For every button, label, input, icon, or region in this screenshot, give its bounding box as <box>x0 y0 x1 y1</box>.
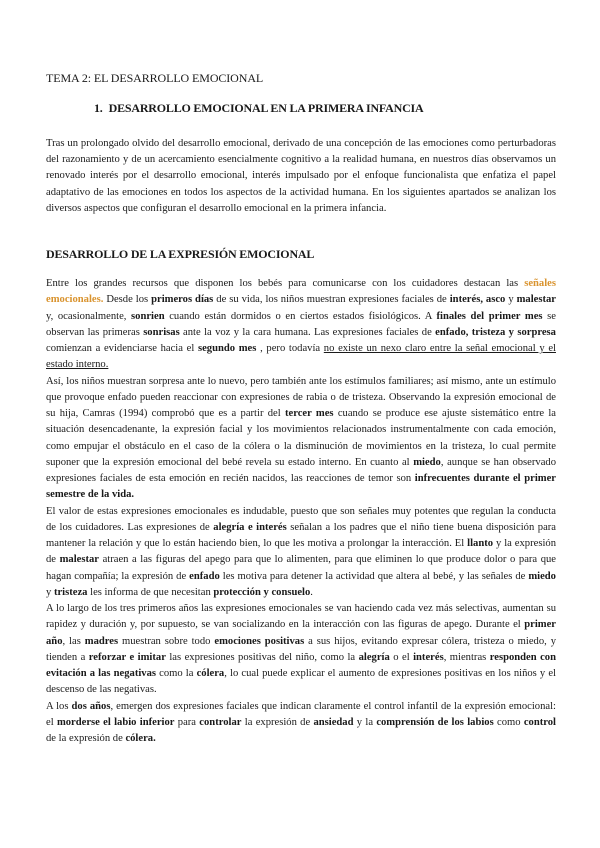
text-run: , pero todavía <box>256 343 324 354</box>
bold-term: infrecuentes durante el primer semestre de la vida. <box>46 473 556 501</box>
bold-term: responden con evitación a las negativas <box>46 651 556 679</box>
text-run: El valor de estas expresiones emocionales es indudable, puesto que son señales muy potentes que regulan la conducta de los cuidadores. Las expresiones de <box>46 505 556 533</box>
text-run: a sus hijos, evitando expresar cólera, tristeza o miedo, y tienden a <box>46 635 557 663</box>
text-run: les informa de que necesitan <box>87 586 214 598</box>
highlight-senales-emocionales: señales emocionales. <box>46 278 556 306</box>
paragraph-tres-anos <box>46 601 556 699</box>
bold-term: interés <box>413 651 444 663</box>
bold-term: sonrien <box>131 310 165 322</box>
bold-term: controlar <box>199 716 242 728</box>
text-run: como <box>493 716 524 728</box>
text-run: comienzan a evidenciarse hacia el <box>46 343 198 354</box>
text-run: cuando están dormidos o en ciertos estados fisiológicos. A <box>164 310 437 322</box>
text-run: y <box>505 294 517 306</box>
bold-term: enfado <box>189 570 220 582</box>
text-run: como la <box>156 668 197 679</box>
bold-term: interés, asco <box>449 294 506 306</box>
text-run: y la <box>353 716 377 728</box>
text-run: y, ocasionalmente, <box>46 310 132 322</box>
text-run: y la expresión de <box>46 538 556 566</box>
text-run: las expresiones positivas del niño, como la <box>165 651 359 663</box>
text-run: de su vida, los niños muestran expresiones faciales de <box>213 294 450 306</box>
text-run: de la expresión de <box>46 733 126 744</box>
bold-term: miedo <box>528 570 556 582</box>
text-run: la expresión de <box>241 716 314 728</box>
bold-term: enfado, tristeza y sorpresa <box>435 326 556 338</box>
bold-term: segundo mes <box>197 343 257 354</box>
bold-term: tercer mes <box>284 408 334 419</box>
intro-paragraph: Tras un prolongado olvido del desarrollo emocional, derivado de una concepción de las emociones como perturbadoras del razonamiento y de un acercamiento esencialmente cognitivo a la realidad humana, en nuestros días observamos un renovado interés por el desarrollo emocional, interés impulsado por el enfoque funcionalista que enfatiza el papel adaptativo de las emociones en todos los aspectos de la actividad humana. En los siguientes apartados se analizan los diversos aspectos que configuran el desarrollo emocional en la primera infancia. <box>46 138 556 214</box>
bold-term: sonrisas <box>143 326 180 338</box>
bold-term: control <box>523 716 556 728</box>
bold-term: malestar <box>59 554 99 566</box>
bold-term: emociones positivas <box>214 635 305 647</box>
bold-term: protección y consuelo <box>213 586 311 598</box>
text-run: atraen a las figuras del apego para que lo alimenten, para que eliminen lo que produce dolor o para que hagan compañía; la expresión de <box>46 554 556 582</box>
text-run: Entre los grandes recursos que disponen los bebés para comunicarse con los cuidadores destacan las <box>46 278 525 289</box>
bold-term: alegría e interés <box>213 521 287 533</box>
bold-term: miedo <box>413 456 441 468</box>
text-run: , emergen dos expresiones faciales que indican claramente el control infantil de la expresión emocional: el <box>46 700 556 728</box>
bold-term: primer año <box>46 619 556 647</box>
paragraph-sorpresa <box>46 374 556 504</box>
bold-term: cólera. <box>125 733 156 744</box>
text-run: o el <box>389 651 414 663</box>
bold-term: llanto <box>467 538 494 549</box>
paragraph-valor <box>46 504 556 602</box>
section-heading <box>94 101 424 116</box>
text-run: A lo largo de los tres primeros años las expresiones emocionales se van haciendo cada vez más selectivas, aumentan su rapidez y duración y, por supuesto, se van socializando en la interacción con las figuras de apego. Durante el <box>46 603 556 631</box>
text-run: señalan a los padres que el niño tiene buena disposición para mantener la relación y que lo están haciendo bien, lo que les motiva a prolongar la interacción. El <box>46 521 556 549</box>
bold-term: dos años <box>71 700 111 712</box>
bold-term: tristeza <box>53 586 88 598</box>
text-run: , aunque se han observado expresiones faciales de esta emoción en recién nacidos, las reacciones de temor son <box>46 456 556 484</box>
underlined-text: no existe un nexo claro entre la señal emocional y el estado interno. <box>46 343 556 371</box>
paragraph-dos-anos <box>46 699 556 748</box>
text-run: les motiva para detener la actividad que altera al bebé, y las señales de <box>219 570 529 582</box>
text-run: Así, los niños muestran sorpresa ante lo nuevo, pero también ante los estímulos familiares; así mismo, ante un estímulo que provoque enfado pueden reaccionar con expresiones de rabia o de tristeza. Observando la expresión emocional de su hija, Camras (1994) comprobó que es a partir del <box>46 375 556 419</box>
text-run: A los <box>46 700 72 712</box>
bold-term: morderse el labio inferior <box>56 716 175 728</box>
bold-term: finales del primer mes <box>436 310 543 322</box>
paragraph-senales <box>46 276 556 374</box>
text-run: . <box>310 586 313 598</box>
bold-term: primeros días <box>151 294 214 306</box>
subsection-heading: DESARROLLO DE LA EXPRESIÓN EMOCIONAL <box>46 247 315 261</box>
text-run: , lo cual puede explicar el aumento de expresiones positivas en los niños y el descenso de las negativas. <box>46 668 556 696</box>
bold-term: malestar <box>516 294 556 306</box>
text-run: cuando se produce ese ajuste sistemático entre la situación desencadenante, la expresión facial y los movimientos relacionados instrumentalmente con cada emoción, como empujar el obstáculo en el caso de la cólera o la disminución de movimientos en la tristeza, lo cual permite suponer que la expresión emocional del bebé revela su estado interno. En cuanto al <box>46 408 557 468</box>
text-run: Desde los <box>103 294 152 306</box>
section-title: DESARROLLO EMOCIONAL EN LA PRIMERA INFANCIA <box>108 101 424 115</box>
document-title: TEMA 2: EL DESARROLLO EMOCIONAL <box>46 71 264 85</box>
text-run: , mientras <box>443 651 490 663</box>
bold-term: madres <box>84 635 119 647</box>
text-run: , las <box>62 635 85 647</box>
text-run: muestran sobre todo <box>118 635 215 647</box>
bold-term: comprensión de los labios <box>376 716 494 728</box>
text-run: se observan las primeras <box>46 310 557 338</box>
section-number: 1. <box>94 101 103 115</box>
bold-term: ansiedad <box>313 716 354 728</box>
text-run: ante la voz y la cara humana. Las expresiones faciales de <box>179 326 436 338</box>
bold-term: cólera <box>196 668 225 679</box>
bold-term: alegría <box>358 651 390 663</box>
text-run: para <box>174 716 200 728</box>
text-run: y <box>46 586 54 598</box>
bold-term: reforzar e imitar <box>88 651 166 663</box>
body-text <box>46 276 556 747</box>
